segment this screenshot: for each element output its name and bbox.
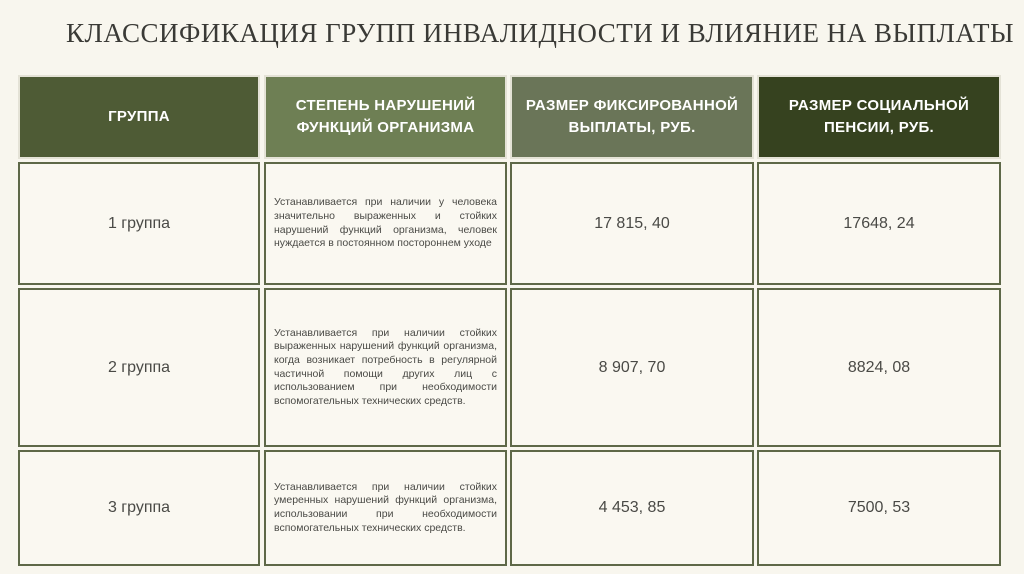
header-fixed-payment: РАЗМЕР ФИКСИРОВАННОЙ ВЫПЛАТЫ, РУБ.: [510, 75, 754, 159]
row-3-group: 3 группа: [18, 450, 260, 566]
page-title: КЛАССИФИКАЦИЯ ГРУПП ИНВАЛИДНОСТИ И ВЛИЯНИЕ НА ВЫПЛАТЫ: [66, 18, 1015, 48]
row-2-group: 2 группа: [18, 288, 260, 447]
row-2-degree-text: Устанавливается при наличии стойких выраженных нарушений функций организма, когда возникает потребность в регулярной частичной помощи других лиц с использованием при необходимости вспомогательных технических средств.: [274, 326, 497, 407]
row-2-degree: [264, 288, 507, 447]
row-1-degree: [264, 162, 507, 285]
row-3-social-pension: 7500, 53: [757, 450, 1001, 566]
row-1-fixed-payment: 17 815, 40: [510, 162, 754, 285]
header-degree: СТЕПЕНЬ НАРУШЕНИЙ ФУНКЦИЙ ОРГАНИЗМА: [264, 75, 507, 159]
row-1-group: 1 группа: [18, 162, 260, 285]
row-1-social-pension: 17648, 24: [757, 162, 1001, 285]
header-group: ГРУППА: [18, 75, 260, 159]
row-2-social-pension: 8824, 08: [757, 288, 1001, 447]
row-3-fixed-payment: 4 453, 85: [510, 450, 754, 566]
row-3-degree-text: Устанавливается при наличии стойких умеренных нарушений функций организма, использовании при необходимости вспомогательных технических средств.: [274, 480, 497, 534]
row-2-fixed-payment: 8 907, 70: [510, 288, 754, 447]
row-3-degree: [264, 450, 507, 566]
row-1-degree-text: Устанавливается при наличии у человека значительно выраженных и стойких нарушений функций организма, человек нуждается в постоянном постороннем уходе: [274, 196, 497, 250]
header-social-pension: РАЗМЕР СОЦИАЛЬНОЙ ПЕНСИИ, РУБ.: [757, 75, 1001, 159]
